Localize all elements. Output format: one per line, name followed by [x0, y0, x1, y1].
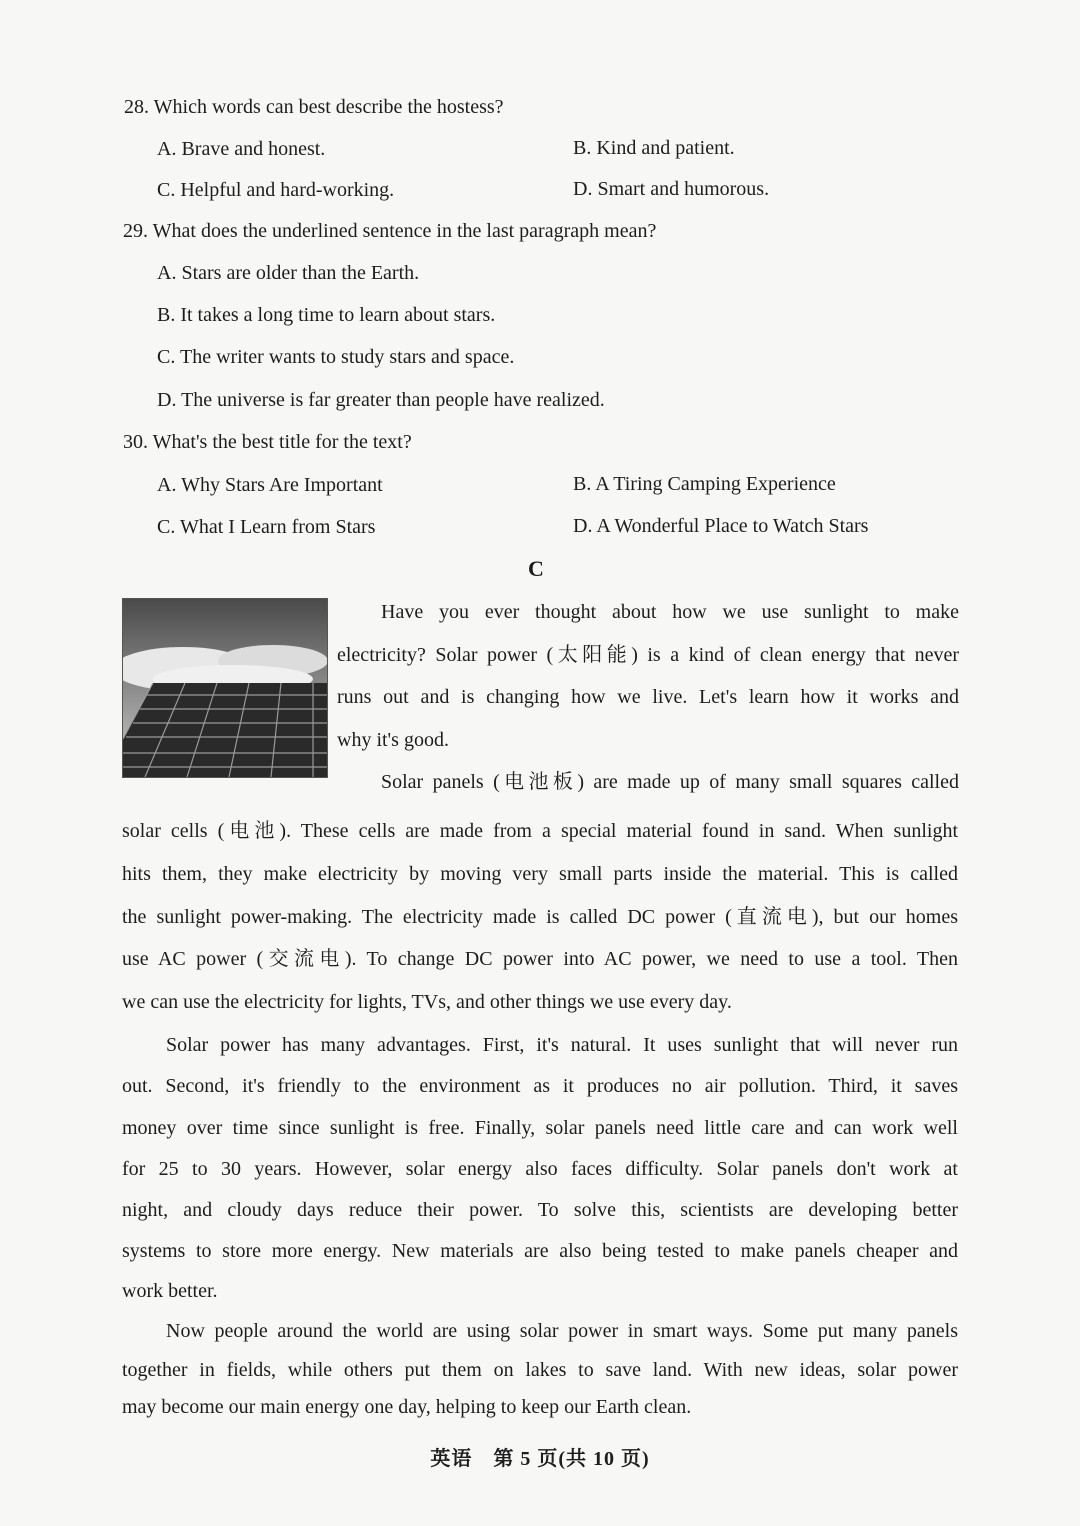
question-28-option-b: B. Kind and patient.	[573, 137, 735, 159]
page-footer: 英语 第 5 页(共 10 页)	[430, 1448, 650, 1470]
passage-p3-line-3: money over time since sunlight is free. Finally, solar panels need little care and can work well	[122, 1117, 958, 1139]
question-30-stem: 30. What's the best title for the text?	[123, 431, 412, 453]
passage-p3-line-6: systems to store more energy. New materials are also being tested to make panels cheaper and	[122, 1240, 958, 1262]
question-28-option-c: C. Helpful and hard-working.	[157, 179, 395, 201]
passage-p1-line-1: Have you ever thought about how we use sunlight to make	[381, 601, 959, 623]
solar-panel-photo	[122, 598, 328, 778]
passage-p2-line-3: hits them, they make electricity by moving very small parts inside the material. This is called	[122, 863, 958, 885]
question-29-option-a: A. Stars are older than the Earth.	[157, 262, 420, 284]
section-heading: C	[528, 556, 544, 581]
passage-p3-line-2: out. Second, it's friendly to the environment as it produces no air pollution. Third, it saves	[122, 1075, 958, 1097]
question-29-option-c: C. The writer wants to study stars and space.	[157, 346, 515, 368]
passage-p3-line-1: Solar power has many advantages. First, it's natural. It uses sunlight that will never run	[166, 1034, 958, 1056]
passage-p4-line-1: Now people around the world are using solar power in smart ways. Some put many panels	[166, 1320, 958, 1342]
question-30-option-c: C. What I Learn from Stars	[157, 516, 376, 538]
passage-p4-line-3: may become our main energy one day, helping to keep our Earth clean.	[122, 1396, 692, 1418]
passage-p1-line-4: why it's good.	[337, 729, 449, 751]
passage-p2-line-2: solar cells (电池). These cells are made from a special material found in sand. When sunlight	[122, 820, 958, 842]
question-30-option-d: D. A Wonderful Place to Watch Stars	[573, 515, 869, 537]
passage-p2-line-1: Solar panels (电池板) are made up of many small squares called	[381, 771, 959, 793]
passage-p1-line-2: electricity? Solar power (太阳能) is a kind of clean energy that never	[337, 644, 959, 666]
question-29-option-b: B. It takes a long time to learn about stars.	[157, 304, 496, 326]
question-29-stem: 29. What does the underlined sentence in the last paragraph mean?	[123, 220, 657, 242]
passage-p3-line-7: work better.	[122, 1280, 218, 1302]
question-28-option-a: A. Brave and honest.	[157, 138, 326, 160]
passage-p2-line-6: we can use the electricity for lights, TVs, and other things we use every day.	[122, 991, 732, 1013]
question-30-option-a: A. Why Stars Are Important	[157, 474, 383, 496]
passage-p4-line-2: together in fields, while others put them on lakes to save land. With new ideas, solar power	[122, 1359, 958, 1381]
passage-p2-line-4: the sunlight power-making. The electricity made is called DC power (直流电), but our homes	[122, 906, 958, 928]
passage-p2-line-5: use AC power (交流电). To change DC power into AC power, we need to use a tool. Then	[122, 948, 958, 970]
passage-p3-line-5: night, and cloudy days reduce their power. To solve this, scientists are developing better	[122, 1199, 958, 1221]
question-28-option-d: D. Smart and humorous.	[573, 178, 770, 200]
question-30-option-b: B. A Tiring Camping Experience	[573, 473, 836, 495]
question-29-option-d: D. The universe is far greater than people have realized.	[157, 389, 605, 411]
passage-p3-line-4: for 25 to 30 years. However, solar energy also faces difficulty. Solar panels don't work at	[122, 1158, 958, 1180]
question-28-stem: 28. Which words can best describe the hostess?	[124, 96, 504, 118]
passage-p1-line-3: runs out and is changing how we live. Let's learn how it works and	[337, 686, 959, 708]
solar-panel-illustration	[123, 599, 327, 777]
